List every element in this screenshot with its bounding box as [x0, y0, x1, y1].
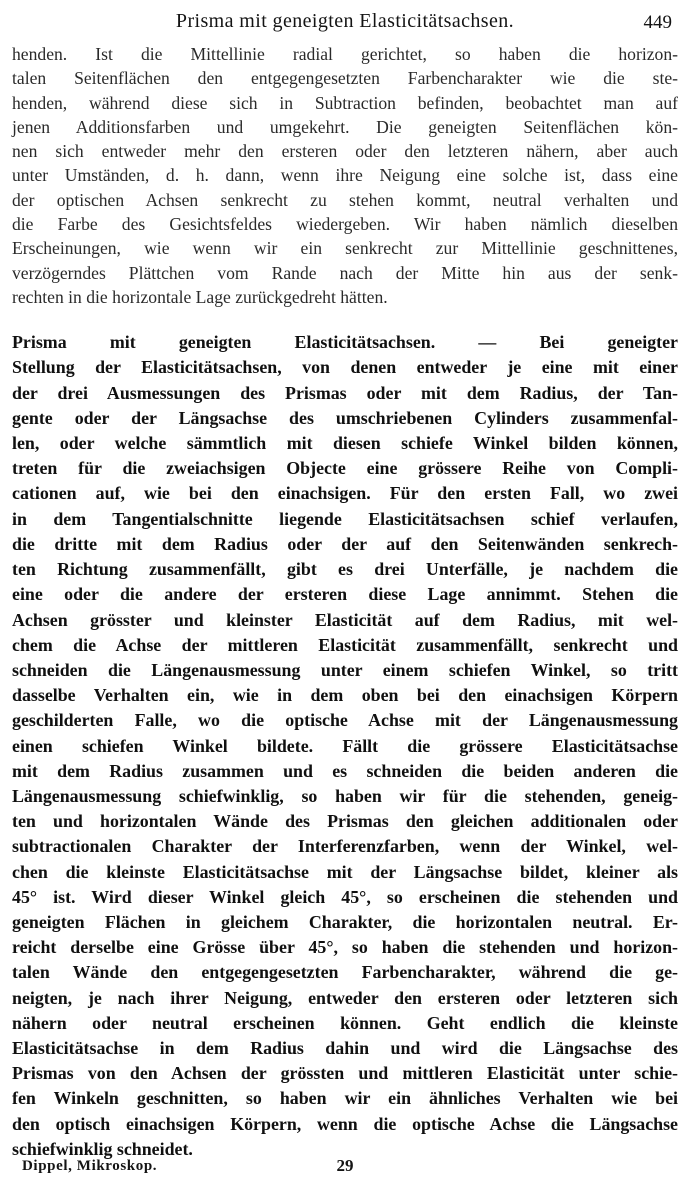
text-line: der optischen Achsen senkrecht zu stehen kommt, neutral verhalten und [12, 189, 678, 210]
text-line: nähern oder neutral erscheinen können. Geht endlich die kleinste [12, 1012, 678, 1033]
paragraph-section [12, 330, 678, 1162]
text-line: Achsen grösster und kleinster Elasticität auf dem Radius, mit wel- [12, 609, 678, 630]
text-line: gente oder der Längsachse des umschriebenen Cylinders zusammenfal- [12, 407, 678, 428]
text-line: chen die kleinste Elasticitätsachse mit der Längsachse bildet, kleiner als [12, 861, 678, 882]
text-line: verzögerndes Plättchen vom Rande nach der Mitte hin aus der senk- [12, 262, 678, 283]
text-line: die Farbe des Gesichtsfeldes wiedergeben. Wir haben nämlich dieselben [12, 214, 678, 235]
text-line: rechten in die horizontale Lage zurückgedreht hätten. [12, 286, 388, 307]
text-line: Längenausmessung schiefwinklig, so haben wir für die stehenden, geneig- [12, 785, 678, 806]
running-title: Prisma mit geneigten Elasticitätsachsen. [175, 10, 515, 32]
text-line: Stellung der Elasticitätsachsen, von denen entweder je eine mit einer [12, 357, 678, 378]
text-line: geneigten Flächen in gleichem Charakter, die horizontalen neutral. Er- [12, 911, 678, 932]
text-line: unter Umständen, d. h. dann, wenn ihre Neigung eine solche ist, dass eine [12, 165, 678, 186]
text-line: talen Wände den entgegengesetzten Farbencharakter, während die ge- [12, 962, 678, 983]
text-line: Prisma mit geneigten Elasticitätsachsen. — Bei geneigter [12, 332, 678, 353]
text-line: henden. Ist die Mittellinie radial gerichtet, so haben die horizon- [12, 44, 678, 64]
text-line: die dritte mit dem Radius oder der auf den Seitenwänden senkrech- [12, 533, 678, 554]
text-line: dasselbe Verhalten ein, wie in dem oben bei den einachsigen Körpern [12, 685, 678, 706]
text-line: der drei Ausmessungen des Prismas oder mit dem Radius, der Tan- [12, 382, 678, 403]
text-line: geschilderten Falle, wo die optische Achse mit der Längenausmessung [12, 710, 678, 731]
text-line: ten und horizontalen Wände des Prismas den gleichen additionalen oder [12, 811, 678, 832]
page-footer [12, 1156, 678, 1178]
text-line: Elasticitätsachse in dem Radius dahin und wird die Längsachse des [12, 1037, 678, 1058]
text-line: neigten, je nach ihrer Neigung, entweder den ersteren oder letzteren sich [12, 987, 678, 1008]
text-line: cationen auf, wie bei den einachsigen. Für den ersten Fall, wo zwei [12, 483, 678, 504]
page-number: 449 [643, 12, 672, 33]
paragraph-continued [12, 42, 678, 309]
text-line: chem die Achse der mittleren Elasticität zusammenfällt, senkrecht und [12, 634, 678, 655]
text-line: schiefwinklig schneidet. [12, 1138, 193, 1159]
text-line: den optisch einachsigen Körpern, wenn die optische Achse die Längsachse [12, 1113, 678, 1134]
text-line: schneiden die Längenausmessung unter einem schiefen Winkel, so tritt [12, 659, 678, 680]
text-line: Prismas von den Achsen der grössten und mittleren Elasticität unter schie- [12, 1063, 678, 1084]
text-line: ten Richtung zusammenfällt, gibt es drei Unterfälle, je nachdem die [12, 559, 678, 580]
signature-mark: 29 [336, 1156, 354, 1175]
text-line: len, oder welche sämmtlich mit diesen schiefe Winkel bilden können, [12, 433, 678, 454]
text-line: talen Seitenflächen den entgegengesetzten Farbencharakter wie die ste- [12, 68, 678, 89]
text-line: jenen Additionsfarben und umgekehrt. Die geneigten Seitenflächen kön- [12, 116, 678, 137]
text-line: einen schiefen Winkel bildete. Fällt die grössere Elasticitätsachse [12, 735, 678, 756]
text-line: nen sich entweder mehr den ersteren oder den letzteren nähern, aber auch [12, 141, 678, 162]
text-line: henden, während diese sich in Subtraction befinden, beobachtet man auf [12, 92, 678, 113]
book-page [12, 8, 678, 1192]
text-line: treten für die zweiachsigen Objecte eine grössere Reihe von Compli- [12, 458, 678, 479]
text-line: 45° ist. Wird dieser Winkel gleich 45°, so erscheinen die stehenden und [12, 886, 678, 907]
text-line: in dem Tangentialschnitte liegende Elasticitätsachsen schief verlaufen, [12, 508, 678, 529]
text-line: Erscheinungen, wie wenn wir ein senkrecht zur Mittellinie geschnittenes, [12, 238, 678, 259]
running-head [12, 8, 678, 42]
text-line: reicht derselbe eine Grösse über 45°, so haben die stehenden und horizon- [12, 937, 678, 958]
printer-signature: Dippel, Mikroskop. [22, 1158, 158, 1174]
text-line: subtractionalen Charakter der Interferenzfarben, wenn der Winkel, wel- [12, 836, 678, 857]
text-line: eine oder die andere der ersteren diese Lage annimmt. Stehen die [12, 584, 678, 605]
text-line: fen Winkeln geschnitten, so haben wir ein ähnliches Verhalten wie bei [12, 1088, 678, 1109]
text-line: mit dem Radius zusammen und es schneiden die beiden anderen die [12, 760, 678, 781]
